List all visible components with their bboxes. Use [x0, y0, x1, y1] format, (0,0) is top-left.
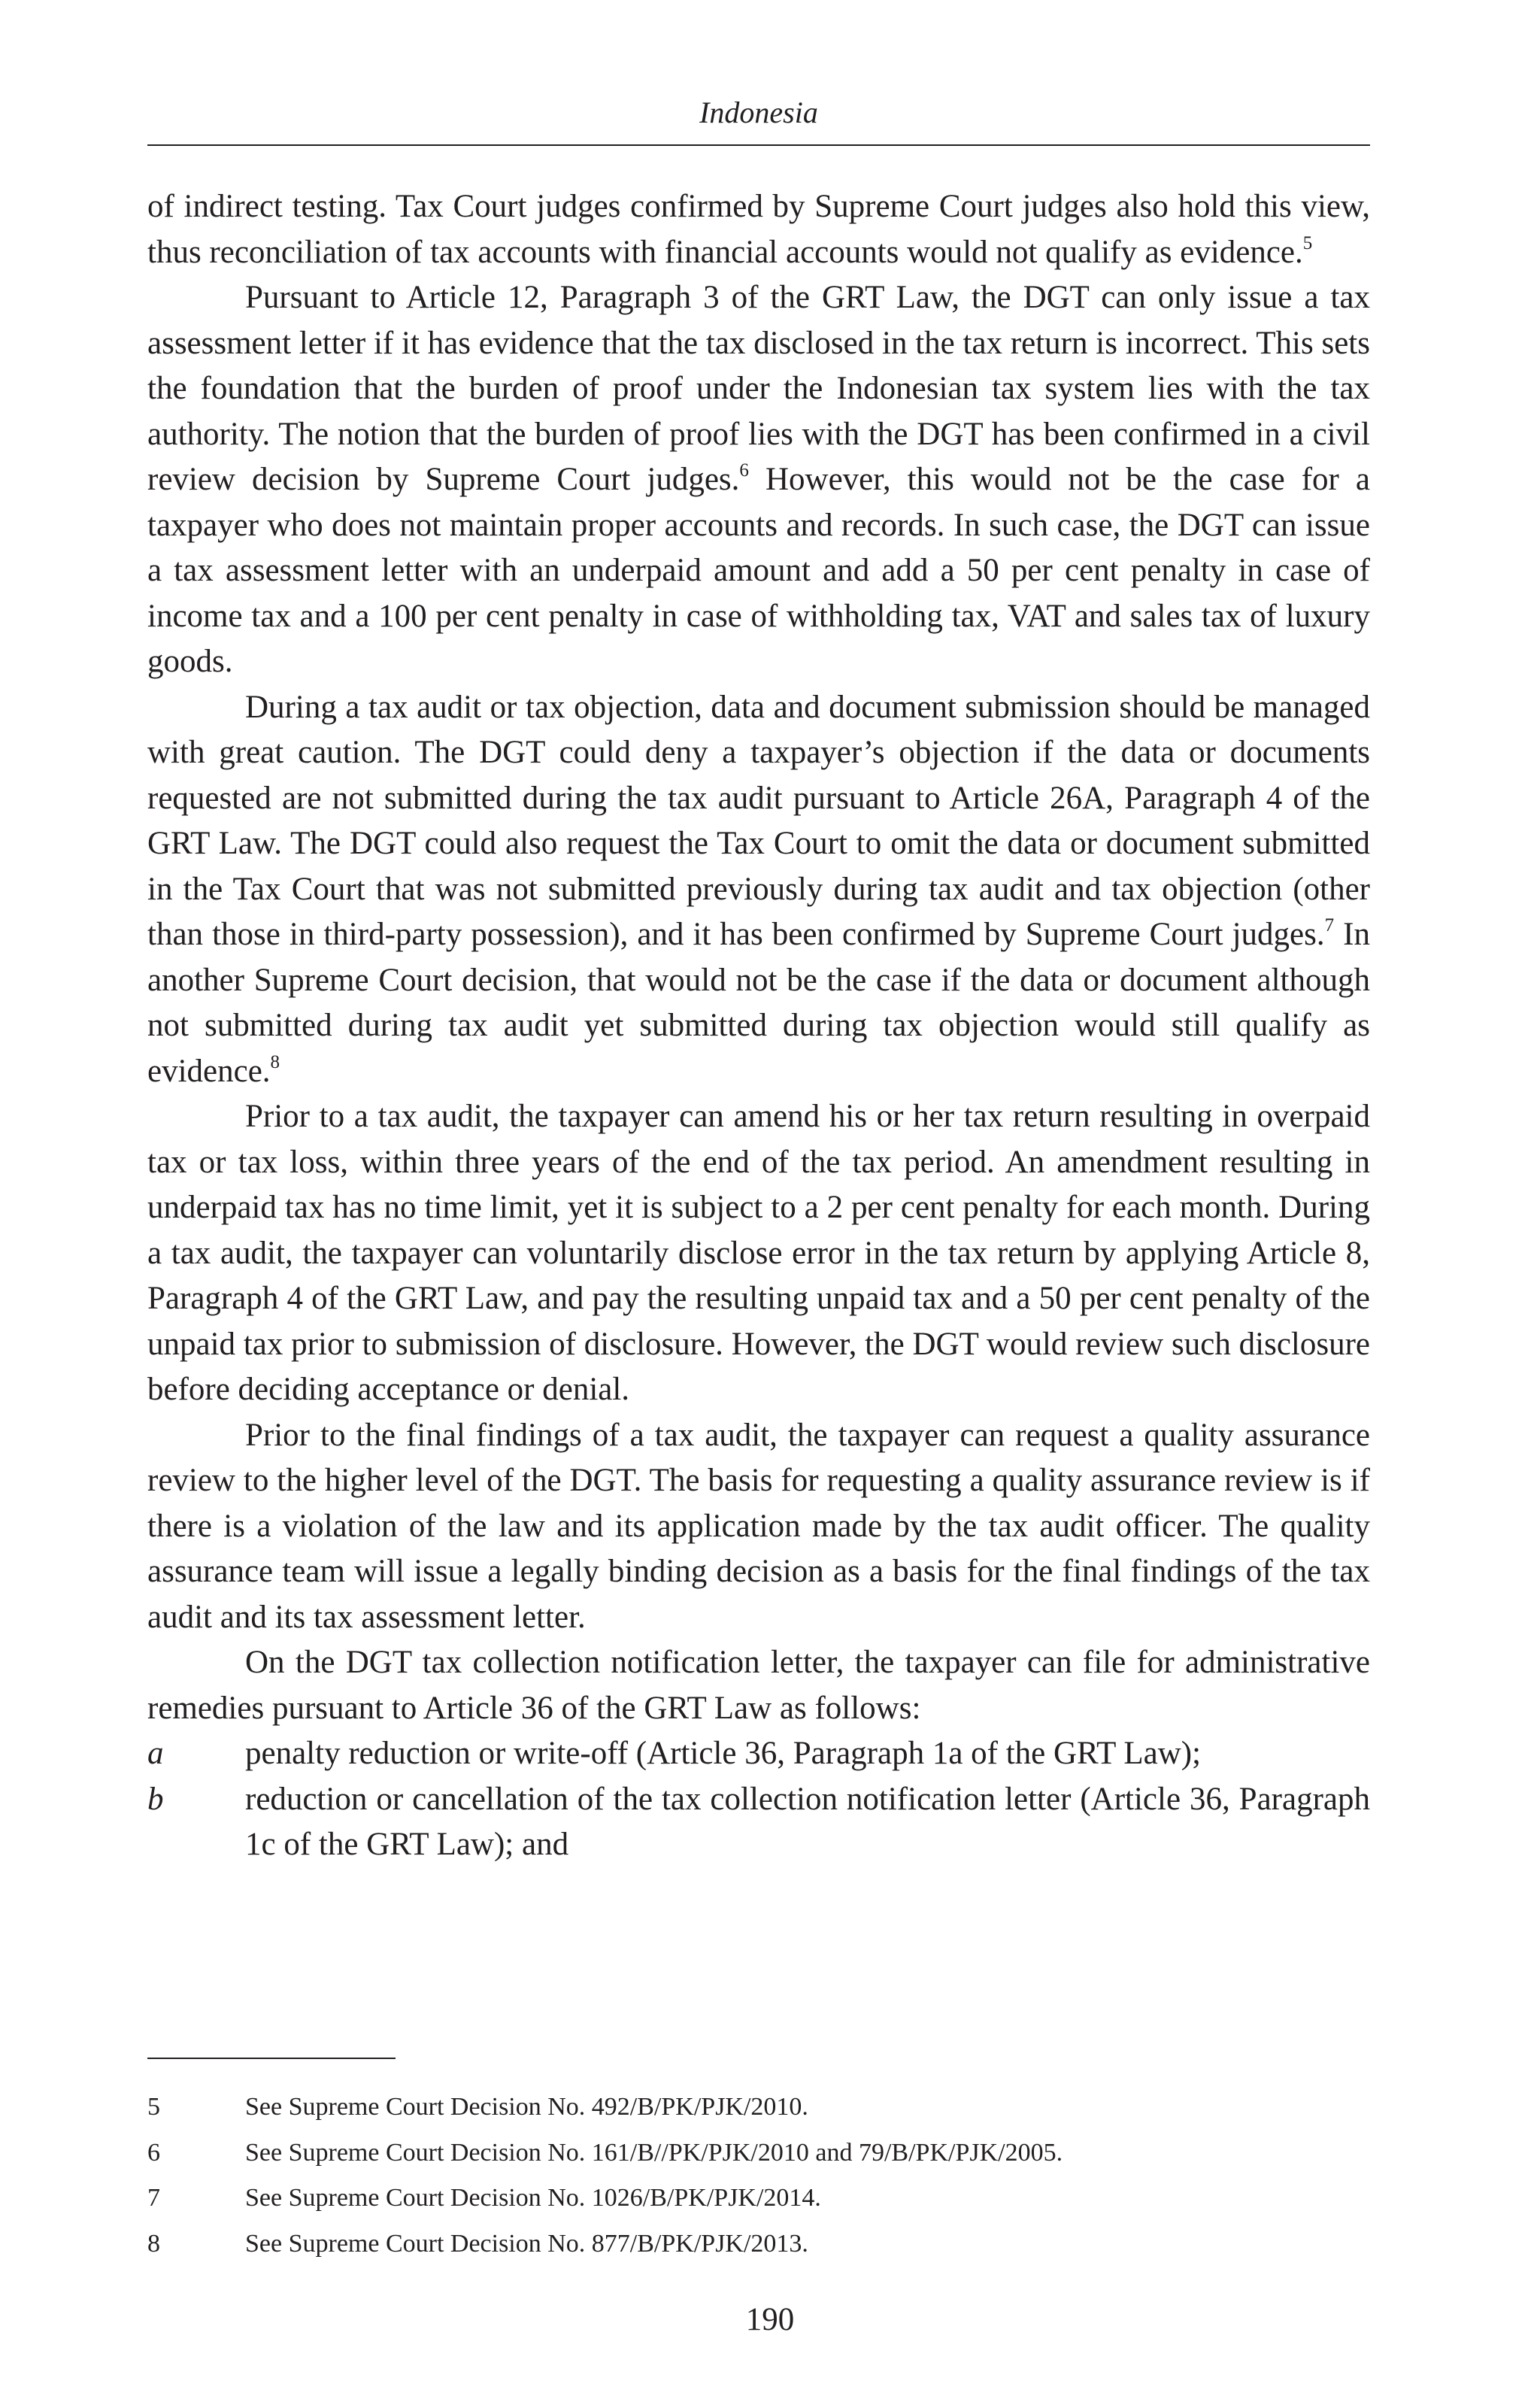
footnote-number: 6	[147, 2138, 160, 2167]
running-head: Indonesia	[699, 96, 818, 129]
paragraph-3-text-a: During a tax audit or tax objection, data and document submission should be managed with great caution. The DGT could deny a taxpayer’s objection if the data or documents requested are not submitted during the tax audit pursuant to Article 26A, Paragraph 4 of the GRT Law. The DGT could also request the Tax Court to omit the data or document submitted in the Tax Court that was not submitted previously during tax audit and tax objection (other than those in third-party possession), and it has been confirmed by Supreme Court judges.	[147, 689, 1370, 952]
list-item	[147, 1777, 1370, 1868]
list-marker: b	[147, 1781, 164, 1817]
footnote-8	[147, 2221, 1370, 2267]
footnote-6	[147, 2131, 1370, 2176]
paragraph-2	[147, 275, 1370, 685]
list-item-text: reduction or cancellation of the tax collection notification letter (Article 36, Paragraph 1c of the GRT Law); and	[245, 1781, 1370, 1862]
footnote-text: See Supreme Court Decision No. 161/B//PK/PJK/2010 and 79/B/PK/PJK/2005.	[245, 2138, 1063, 2167]
footnote-ref-5[interactable]: 5	[1302, 232, 1313, 253]
paragraph-1-text: of indirect testing. Tax Court judges confirmed by Supreme Court judges also hold this view, thus reconciliation of tax accounts with financial accounts would not qualify as evidence.	[147, 189, 1370, 270]
header-rule	[147, 144, 1370, 146]
paragraph-2-text-a: Pursuant to Article 12, Paragraph 3 of the GRT Law, the DGT can only issue a tax assessment letter if it has evidence that the tax disclosed in the tax return is incorrect. This sets the foundation that the burden of proof under the Indonesian tax system lies with the tax authority. The notion that the burden of proof lies with the DGT has been confirmed in a civil review decision by Supreme Court judges.	[147, 280, 1370, 497]
footnote-5	[147, 2085, 1370, 2131]
footnote-rule	[147, 2058, 396, 2059]
footnotes	[147, 2085, 1370, 2267]
list-marker: a	[147, 1736, 164, 1771]
footnote-text: See Supreme Court Decision No. 1026/B/PK/PJK/2014.	[245, 2184, 821, 2212]
footnote-ref-7[interactable]: 7	[1324, 915, 1335, 936]
footnote-number: 7	[147, 2184, 160, 2212]
footnote-number: 5	[147, 2093, 160, 2121]
footnote-7	[147, 2176, 1370, 2221]
paragraph-6: On the DGT tax collection notification letter, the taxpayer can file for administrative remedies pursuant to Article 36 of the GRT Law as follows:	[147, 1645, 1370, 1726]
paragraph-4: Prior to a tax audit, the taxpayer can amend his or her tax return resulting in overpaid tax or tax loss, within three years of the end of the tax period. An amendment resulting in underpaid tax has no time limit, yet it is subject to a 2 per cent penalty for each month. During a tax audit, the taxpayer can voluntarily disclose error in the tax return by applying Article 8, Paragraph 4 of the GRT Law, and pay the resulting unpaid tax and a 50 per cent penalty of the unpaid tax prior to submission of disclosure. However, the DGT would review such disclosure before deciding acceptance or denial.	[147, 1099, 1370, 1407]
footnote-ref-6[interactable]: 6	[739, 460, 749, 481]
page-number: 190	[745, 2302, 795, 2337]
footnote-text: See Supreme Court Decision No. 877/B/PK/PJK/2013.	[245, 2229, 808, 2258]
paragraph-2-text-b: However, this would not be the case for a taxpayer who does not maintain proper accounts and records. In such case, the DGT can issue a tax assessment letter with an underpaid amount and add a 50 per cent penalty in case of income tax and a 100 per cent penalty in case of withholding tax, VAT and sales tax of luxury goods.	[147, 462, 1371, 679]
paragraph-3	[147, 685, 1370, 1095]
paragraph-1	[147, 184, 1370, 275]
footnote-ref-8[interactable]: 8	[270, 1051, 280, 1072]
list-item	[147, 1731, 1370, 1777]
footnote-text: See Supreme Court Decision No. 492/B/PK/PJK/2010.	[245, 2093, 808, 2121]
footnote-number: 8	[147, 2229, 160, 2258]
list-item-text: penalty reduction or write-off (Article 36, Paragraph 1a of the GRT Law);	[245, 1736, 1202, 1771]
paragraph-3-text-b: In another Supreme Court decision, that would not be the case if the data or document although not submitted during tax audit yet submitted during tax objection would still qualify as evidence.	[147, 917, 1370, 1089]
body-text	[147, 184, 1370, 1868]
paragraph-5: Prior to the final findings of a tax audit, the taxpayer can request a quality assurance review to the higher level of the DGT. The basis for requesting a quality assurance review is if there is a violation of the law and its application made by the tax audit officer. The quality assurance team will issue a legally binding decision as a basis for the final findings of the tax audit and its tax assessment letter.	[147, 1417, 1370, 1635]
remedies-list	[147, 1731, 1370, 1868]
